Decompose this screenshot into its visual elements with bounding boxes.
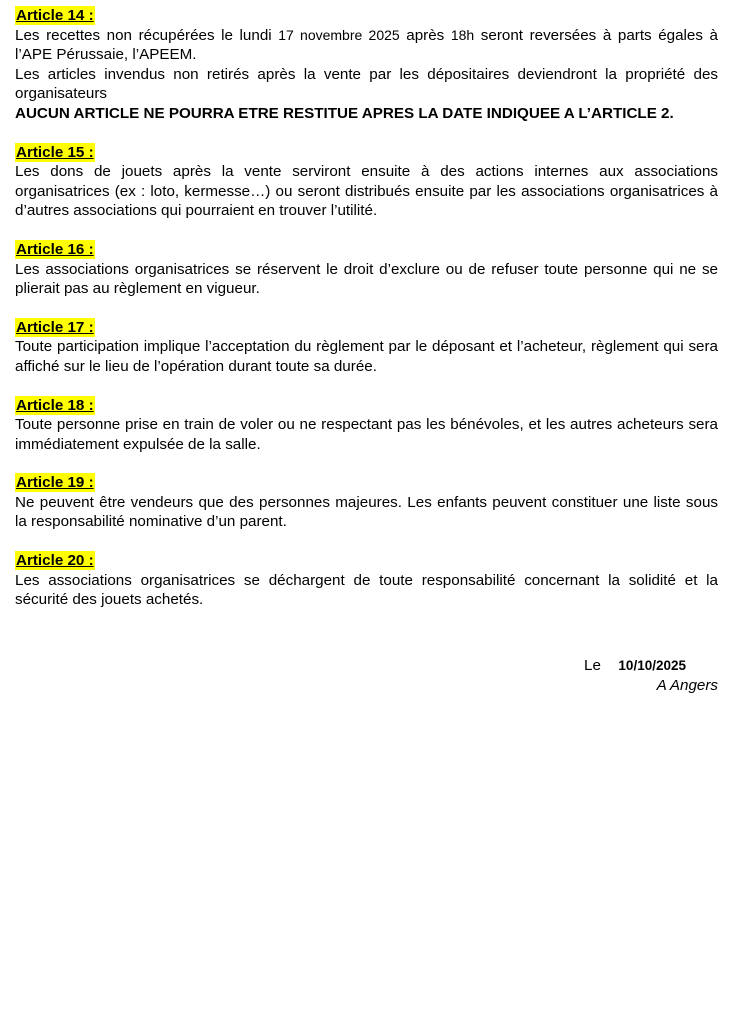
article-20-title: Article 20 : xyxy=(16,552,94,570)
article-14-text-mid: après xyxy=(399,26,451,44)
article-14-text-start: Les recettes non récupérées le lundi xyxy=(15,26,279,44)
article-14-time: 18h xyxy=(450,26,475,43)
article-15-text: Les dons de jouets après la vente serviront ensuite à des actions internes aux associations organisatrices (ex : loto, kermesse…) ou seront distribués ensuite par les associations organisatrices à d’autres associations qui pourraient en trouver l’utilité. xyxy=(15,163,718,220)
article-18-title: Article 18 : xyxy=(16,396,94,414)
article-19-text: Ne peuvent être vendeurs que des personnes majeures. Les enfants peuvent constituer une liste sous la responsabilité nominative d’un parent. xyxy=(15,493,718,531)
document-page xyxy=(15,6,718,629)
article-14-paragraph-2: Les articles invendus non retirés après la vente par les dépositaires deviendront la propriété des organisateurs xyxy=(15,65,718,103)
article-18-text: Toute personne prise en train de voler ou ne respectant pas les bénévoles, et les autres acheteurs sera immédiatement expulsée de la salle. xyxy=(15,416,718,453)
article-19 xyxy=(15,473,718,532)
article-14-title: Article 14 : xyxy=(16,7,94,24)
article-15-title: Article 15 : xyxy=(16,143,94,161)
article-14 xyxy=(15,6,718,124)
article-16-text: Les associations organisatrices se réservent le droit d’exclure ou de refuser toute personne qui ne se plierait pas au règlement en vigueur. xyxy=(15,260,718,298)
article-14-warning: AUCUN ARTICLE NE POURRA ETRE RESTITUE APRES LA DATE INDIQUEE A L’ARTICLE 2. xyxy=(15,104,674,122)
article-18 xyxy=(15,396,718,455)
article-20 xyxy=(15,551,718,610)
article-17 xyxy=(15,318,718,377)
article-14-paragraph-1 xyxy=(15,26,718,65)
article-14-date: 17 novembre 2025 xyxy=(278,26,400,43)
signature-city: A Angers xyxy=(656,677,718,694)
article-16-title: Article 16 : xyxy=(16,240,94,258)
signature-date-row xyxy=(580,656,718,676)
article-20-text: Les associations organisatrices se déchargent de toute responsabilité concernant la solidité et la sécurité des jouets achetés. xyxy=(15,571,718,609)
signature-le: Le xyxy=(584,657,601,674)
article-14-text-end: seront reversées à parts égales à l’APE Pérussaie, l’APEEM. xyxy=(15,26,718,64)
article-17-title: Article 17 : xyxy=(16,318,94,336)
signature-block xyxy=(580,656,718,696)
article-16 xyxy=(15,240,718,299)
article-17-text: Toute participation implique l’acceptation du règlement par le déposant et l’acheteur, règlement qui sera affiché sur le lieu de l’opération durant toute sa durée. xyxy=(15,338,718,375)
article-19-title: Article 19 : xyxy=(16,474,94,492)
signature-date: 10/10/2025 xyxy=(618,658,686,673)
article-15 xyxy=(15,143,718,221)
